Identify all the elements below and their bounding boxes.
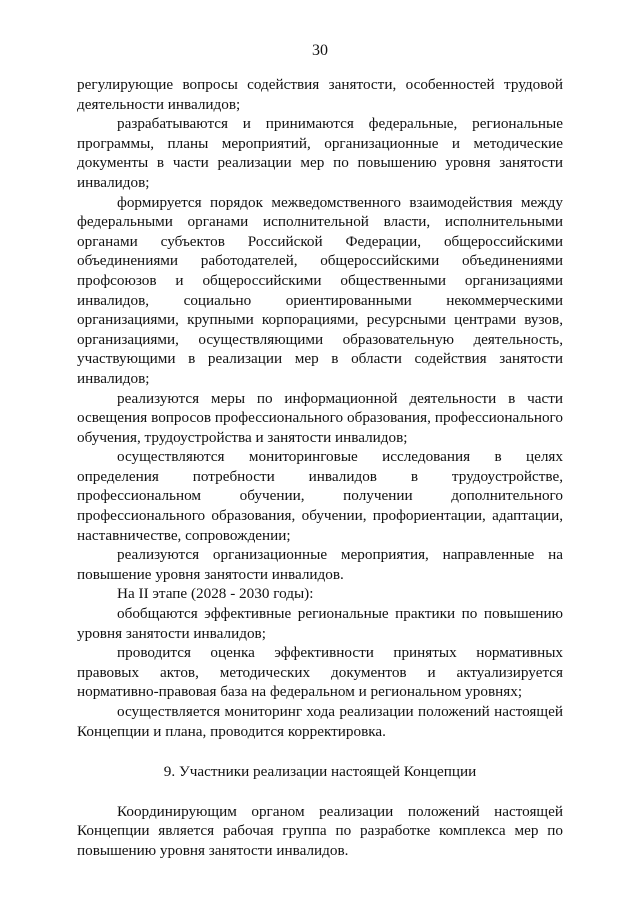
paragraph-stage-heading: На II этапе (2028 - 2030 годы): [117,585,314,603]
section-heading: 9. Участники реализации настоящей Концепции [163,763,477,781]
paragraph: осуществляется мониторинг хода реализации положений настоящей Концепции и плана, проводится корректировка. [77,703,563,740]
paragraph: реализуются меры по информационной деятельности в части освещения вопросов профессионального образования, профессионального обучения, трудоустройства и занятости инвалидов; [77,389,563,446]
page-content [77,75,563,861]
paragraph: реализуются организационные мероприятия, направленные на повышение уровня занятости инвалидов. [77,546,563,583]
paragraph: осуществляются мониторинговые исследования в целях определения потребности инвалидов в трудоустройстве, профессиональном обучении, получении дополнительного профессионального образования, обучении, профориентации, адаптации, наставничестве, сопровождении; [77,448,563,544]
section-paragraph: Координирующим органом реализации положений настоящей Концепции является рабочая группа по разработке комплекса мер по повышению уровня занятости инвалидов. [77,802,563,859]
paragraph: формируется порядок межведомственного взаимодействия между федеральными органами исполнительной власти, исполнительными органами субъектов Российской Федерации, общероссийскими объединениями работодателей, общероссийскими объединениями профсоюзов и общероссийскими общественными организациями инвалидов, социально ориентированными некоммерческими организациями, крупными корпорациями, ресурсными центрами вузов, организациями, осуществляющими образовательную деятельность, участвующими в реализации мер в области содействия занятости инвалидов; [77,193,563,387]
paragraph-continuation: регулирующие вопросы содействия занятости, особенностей трудовой деятельности инвалидов; [77,76,563,113]
paragraph: обобщаются эффективные региональные практики по повышению уровня занятости инвалидов; [77,605,563,642]
paragraph: разрабатываются и принимаются федеральные, региональные программы, планы мероприятий, организационные и методические документы в части реализации мер по повышению уровня занятости инвалидов; [77,115,563,191]
paragraph: проводится оценка эффективности принятых нормативных правовых актов, методических документов и актуализируется нормативно-правовая база на федеральном и региональном уровнях; [77,644,563,701]
page-number: 30 [312,42,328,59]
